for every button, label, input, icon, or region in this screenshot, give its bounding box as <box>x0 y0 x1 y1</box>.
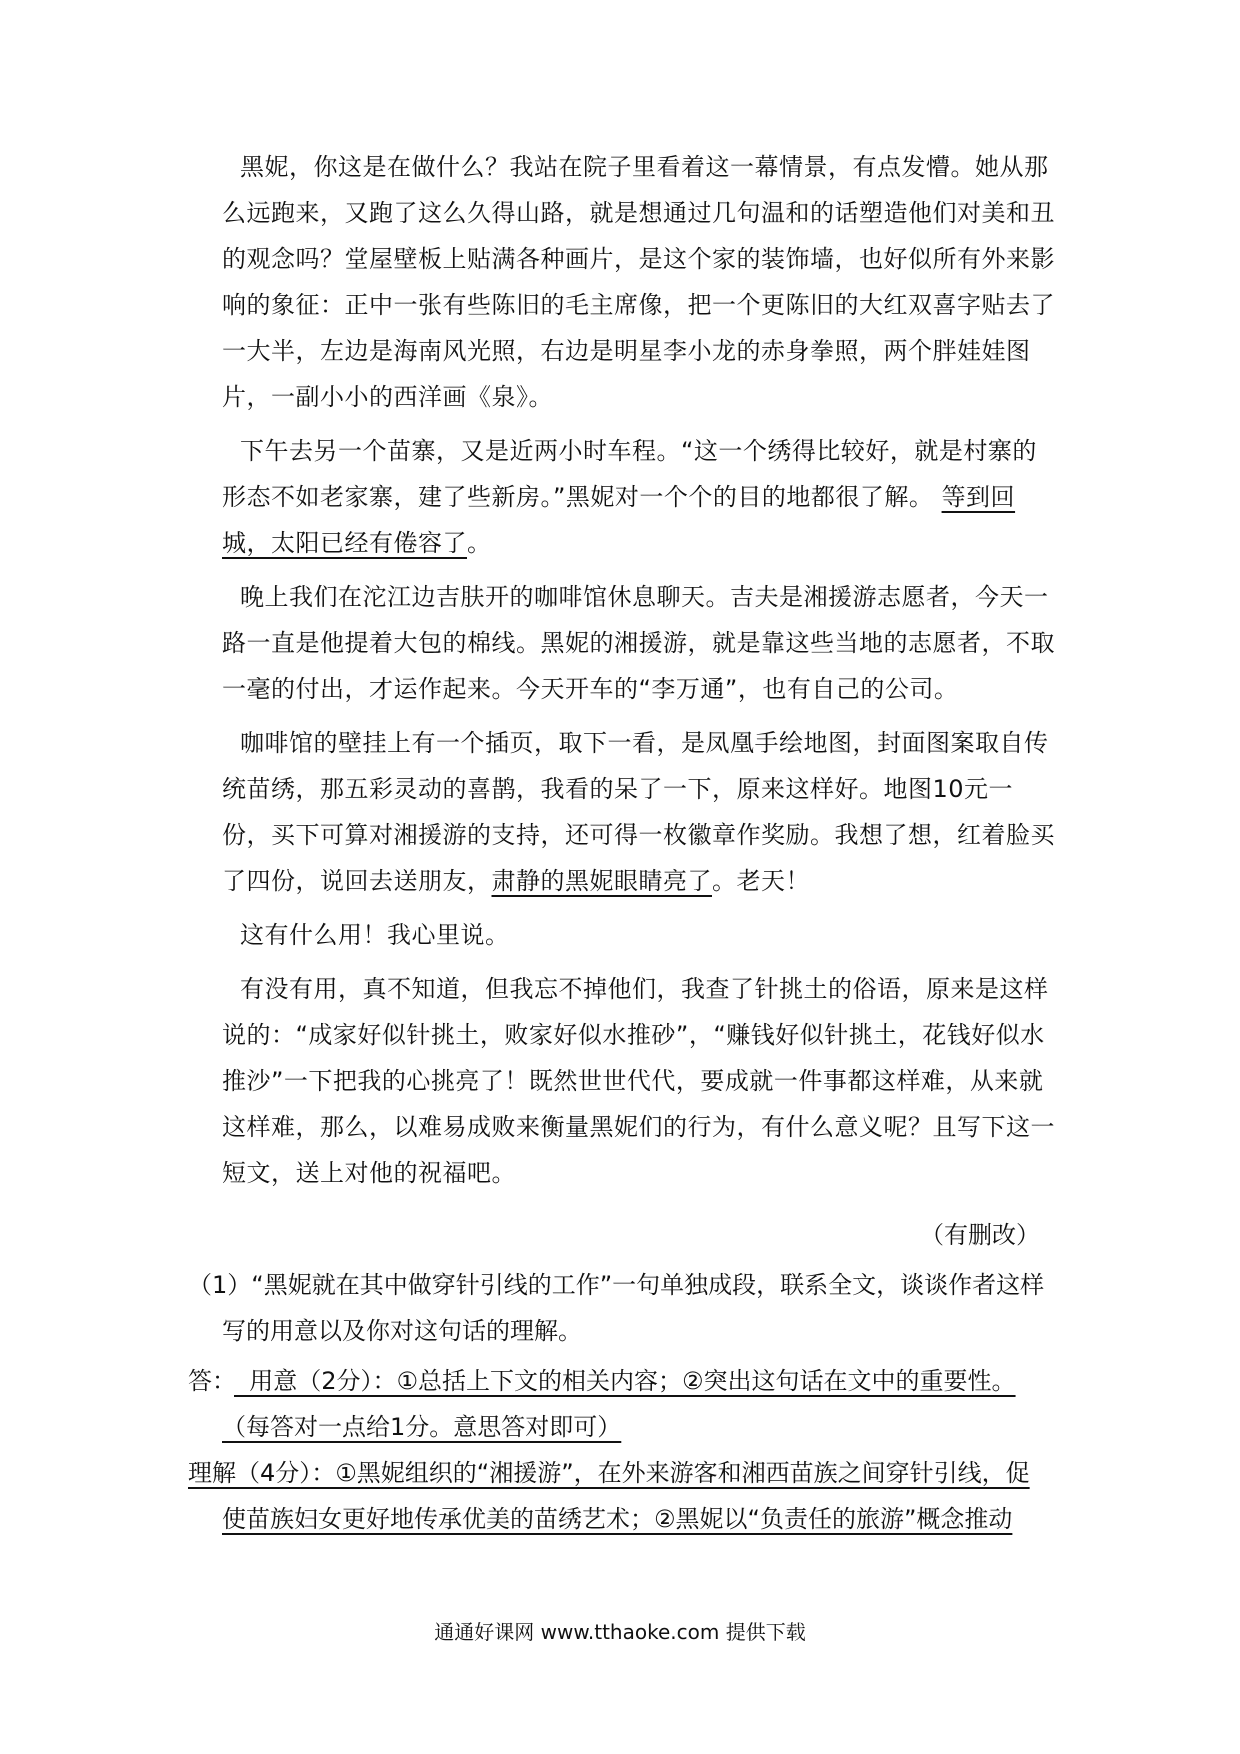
paragraph-2-text: 下午去另一个苗寨，又是近两小时车程。“这一个绣得比较好，就是村寨的形态不如老家寨，建了些新房。”黑妮对一个个的目的地都很了解。 <box>222 437 1037 511</box>
answer-understanding-1: 理解（4分）：①黑妮组织的“湘援游”，在外来游客和湘西苗族之间穿针引线，促 <box>188 1459 1030 1487</box>
abridged-note: （有删改） <box>920 1221 1040 1249</box>
paragraph-3: 晚上我们在沱江边吉肤开的咖啡馆休息聊天。吉夫是湘援游志愿者，今天一路一直是他提着大包的棉线。黑妮的湘援游，就是靠这些当地的志愿者，不取一毫的付出，才运作起来。今天开车的“李万通”，也有自己的公司。 <box>222 583 1055 703</box>
answer-line-3 <box>188 1450 1058 1496</box>
answer-understanding-2: 使苗族妇女更好地传承优美的苗绣艺术；②黑妮以“负责任的旅游”概念推动 <box>222 1505 1013 1533</box>
question-section <box>188 1262 1058 1542</box>
paragraph-4-end: 。老天！ <box>712 867 810 895</box>
paragraph-1: 黑妮，你这是在做什么？我站在院子里看着这一幕情景，有点发懵。她从那么远跑来，又跑了这么久得山路，就是想通过几句温和的话塑造他们对美和丑的观念吗？堂屋壁板上贴满各种画片，是这个家的装饰墙，也好似所有外来影响的象征：正中一张有些陈旧的毛主席像，把一个更陈旧的大红双喜字贴去了一大半，左边是海南风光照，右边是明星李小龙的赤身拳照，两个胖娃娃图片，一副小小的西洋画《泉》。 <box>222 153 1055 411</box>
page-footer: 通通好课网 www.tthaoke.com 提供下载 <box>434 1620 806 1644</box>
paragraph-4-text: 咖啡馆的壁挂上有一个插页，取下一看，是凤凰手绘地图，封面图案取自传统苗绣，那五彩灵动的喜鹊，我看的呆了一下，原来这样好。地图10元一份，买下可算对湘援游的支持，还可得一枚徽章作奖励。我想了想，红着脸买了四份，说回去送朋友， <box>222 729 1055 895</box>
question-1: （1）“黑妮就在其中做穿针引线的工作”一句单独成段，联系全文，谈谈作者这样写的用意以及你对这句话的理解。 <box>188 1271 1045 1345</box>
answer-purpose: 用意（2分）：①总括上下文的相关内容；②突出这句话在文中的重要性。 <box>234 1367 1016 1395</box>
paragraph-6: 有没有用，真不知道，但我忘不掉他们，我查了针挑土的俗语，原来是这样说的：“成家好似针挑土，败家好似水推砂”，“赚钱好似针挑土，花钱好似水推沙”一下把我的心挑亮了！既然世世代代，要成就一件事都这样难，从来就这样难，那么，以难易成败来衡量黑妮们的行为，有什么意义呢？且写下这一短文，送上对他的祝福吧。 <box>222 975 1055 1187</box>
paragraph-4 <box>222 720 1058 904</box>
paragraph-2 <box>222 428 1058 566</box>
answer-label: 答： <box>188 1367 236 1395</box>
answer-scoring-note: （每答对一点给1分。意思答对即可） <box>222 1413 622 1441</box>
answer-line-1 <box>188 1358 1058 1404</box>
answer-line-2 <box>188 1404 1058 1450</box>
paragraph-5: 这有什么用！我心里说。 <box>240 921 510 949</box>
paragraph-2-end: 。 <box>467 529 492 557</box>
answer-line-4 <box>188 1496 1058 1542</box>
paragraph-4-underlined: 肃静的黑妮眼睛亮了 <box>491 867 712 895</box>
paragraph-2-underlined: 等到回城，太阳已经有倦容了 <box>222 483 1016 557</box>
article-body <box>222 144 1058 1196</box>
